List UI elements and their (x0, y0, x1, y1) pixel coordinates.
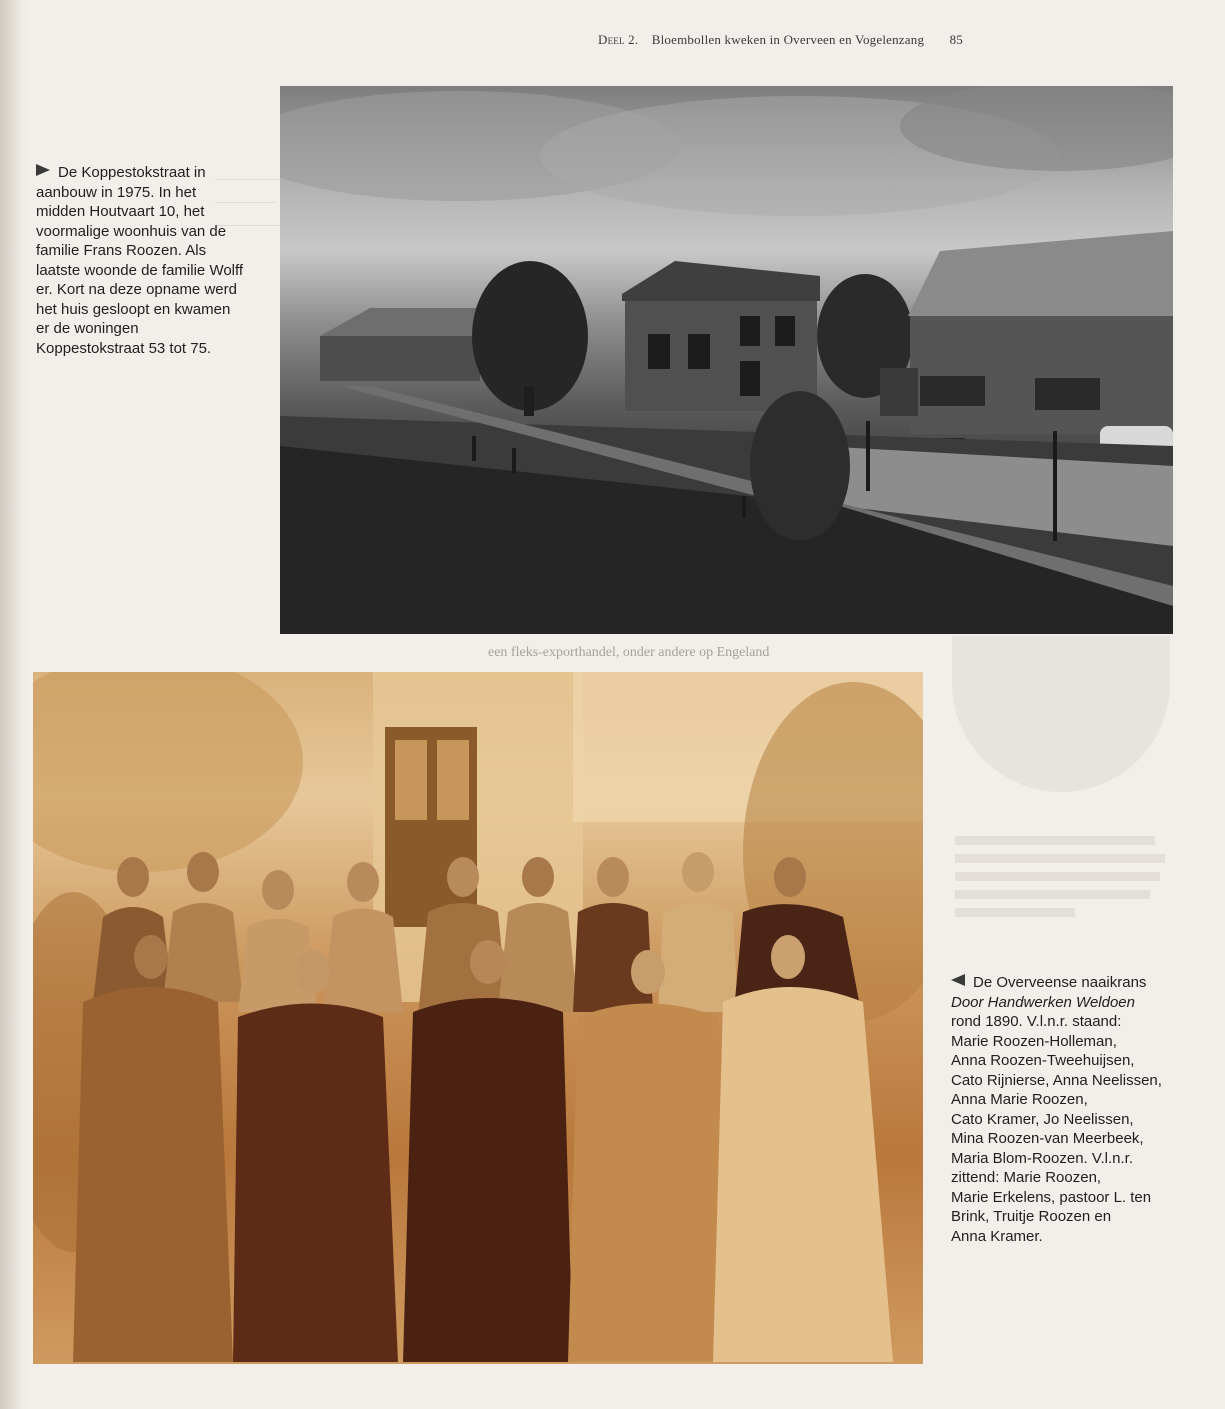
running-head (598, 32, 963, 48)
page-gutter-shadow (0, 0, 28, 1409)
caption-line: Brink, Truitje Roozen en (951, 1208, 1112, 1225)
caption-line: Anna Marie Roozen, (951, 1091, 1088, 1108)
caption-line: Koppestokstraat 53 tot 75. (36, 339, 212, 357)
caption-line: rond 1890. V.l.n.r. staand: (951, 1013, 1122, 1030)
caption-line: er. Kort na deze opname werd (36, 281, 237, 298)
caption-line: Anna Roozen-Tweehuijsen, (951, 1052, 1135, 1069)
caption-naaikrans (951, 973, 1162, 1246)
caption-line: Marie Erkelens, pastoor L. ten (951, 1188, 1152, 1206)
show-through-portrait (952, 636, 1170, 792)
caption-line: Marie Roozen-Holleman, (951, 1032, 1117, 1050)
caption-line: Mina Roozen-van Meerbeek, (951, 1130, 1144, 1147)
show-through-caption (955, 832, 1165, 926)
caption-line: De Overveense naaikrans (973, 974, 1147, 991)
caption-line: zittend: Marie Roozen, (951, 1169, 1102, 1186)
caption-line: De Koppestokstraat in (58, 164, 206, 181)
caption-line: laatste woonde de familie Wolff (36, 261, 244, 279)
caption-line: Cato Kramer, Jo Neelissen, (951, 1110, 1134, 1128)
caption-line: het huis gesloopt en kwamen (36, 300, 231, 318)
photo-naaikrans-drawing (33, 672, 923, 1364)
photo-naaikrans-1890 (33, 672, 923, 1364)
caption-line: aanbouw in 1975. In het (36, 183, 197, 201)
page-number: 85 (949, 32, 964, 47)
caption-line: Anna Kramer. (951, 1227, 1043, 1245)
caption-line: midden Houtvaart 10, het (36, 203, 205, 220)
caption-line: er de woningen (36, 320, 139, 337)
running-head-title: Bloembollen kweken in Overveen en Vogelenzang (651, 32, 925, 47)
show-through-text-middle: een fleks-exporthandel, onder andere op Engeland (488, 645, 770, 660)
running-head-section: Deel 2. (598, 32, 639, 47)
caption-koppestokstraat (36, 163, 243, 358)
caption-line: Cato Rijnierse, Anna Neelissen, (951, 1071, 1162, 1089)
arrow-left-icon (951, 974, 965, 986)
caption-line: Maria Blom-Roozen. V.l.n.r. (951, 1149, 1134, 1167)
caption-line: voormalige woonhuis van de (36, 222, 227, 240)
photo-koppestokstraat-drawing (280, 86, 1173, 634)
caption-line: familie Frans Roozen. Als (36, 242, 207, 259)
photo-koppestokstraat-1975 (280, 86, 1173, 634)
caption-line-italic: Door Handwerken Weldoen (951, 993, 1135, 1011)
arrow-right-icon (36, 164, 50, 176)
